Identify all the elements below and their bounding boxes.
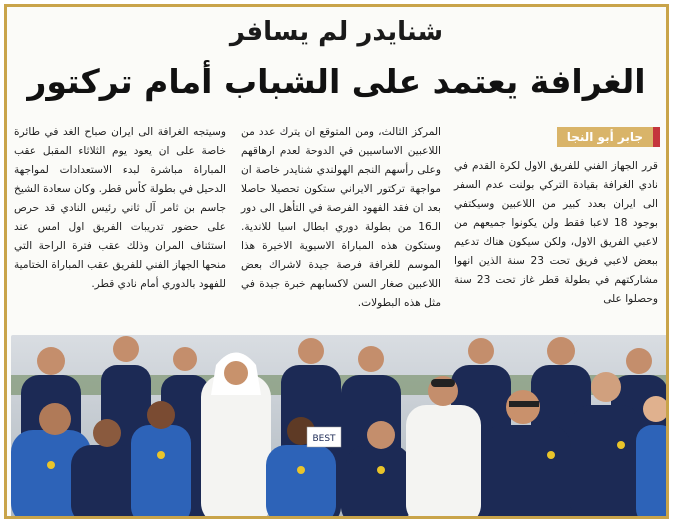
byline-accent-bar [653,127,660,147]
article-column-middle: المركز الثالث، ومن المتوقع ان يترك عدد من اللاعبين الاساسيين في الدوحة لعدم ارهاقهم وعلى رأسهم النجم الهولندي شنايدر خاصة ان مواجهة تركتور الايراني ستكون تحصيلا حاصلا بعد ان فقد الفهود الفرصة في التأهل الى دور الـ16 من بطولة دوري ابطال اسيا للاندية. وستكون هذه المباراة الاسيوية الاخيرة هذا الموسم للغرافة فرصة جيدة لاشراك بعض اللاعبين صغار السن لاكسابهم خبرة جيدة في مثل هذه البطولات. [241,126,441,309]
article-column-right: قرر الجهاز الفني للفريق الاول لكرة القدم في نادي الغرافة بقيادة التركي بولنت عدم السفر الى ايران بعدد كبير من اللاعبين وسيكتفي بوجود 18 لاعبا فقط ولن يكونوا جميعهم من لاعبي الفريق الاول، ولكن سيكون هناك تدعيم ببعض لاعبي فريق تحت 23 سنة الذين انهوا مشاركتهم في بطولة قطر غاز تحت 23 سنة وحصلوا على [454,160,659,305]
team-photo [11,335,668,518]
cake-text: BEST [312,434,336,444]
article-kicker: شنايدر لم يسافر [229,17,444,47]
article-headline: الغرافة يعتمد على الشباب أمام تركتور [27,62,646,101]
article-column-left: وسيتجه الغرافة الى ايران صباح الغد في طائرة خاصة على ان يعود يوم الثلاثاء المقبل عقب المباراة مباشرة لبدء الاستعدادات لمواجهة الدحيل في بطولة كأس قطر. وكان سعادة الشيخ جاسم بن ثامر آل ثاني رئيس النادي قد حرص على حضور تدريبات الفريق اول امس عند استئناف المران وذلك عقب فترة الراحة التي منحها الجهاز الفني للفريق عقب المباراة الختامية للفهود بالدوري أمام نادي قطر. [14,126,226,290]
article-frame [4,4,669,519]
team-photo-illustration [11,335,668,518]
byline-author: جابر أبو النجا [557,127,653,147]
byline [557,127,660,147]
